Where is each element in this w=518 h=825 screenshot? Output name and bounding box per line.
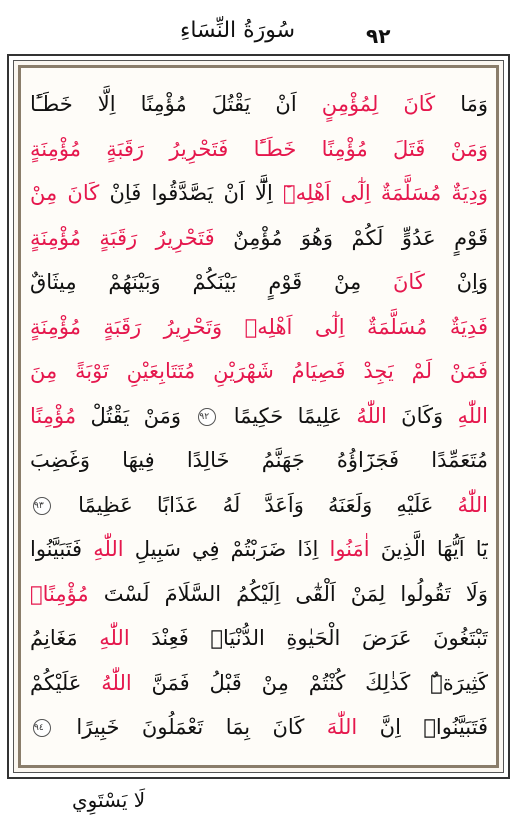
text-line — [30, 438, 488, 482]
text-line — [30, 82, 488, 126]
catchword: لَا يَسْتَوِي — [72, 788, 146, 812]
ayah-number-marker: ٩٤ — [33, 719, 51, 737]
highlighted-text: اللّٰهُ — [356, 403, 387, 428]
ayah-number-marker: ٩٣ — [33, 497, 51, 515]
verse-text: قَوْمٍ عَدُوٍّ لَكُمْ وَهُوَ مُؤْمِنٌ — [214, 225, 488, 250]
highlighted-text: اٰمَنُوا — [329, 537, 370, 561]
verse-text: تَبْتَغُونَ عَرَضَ الْحَيٰوةِ الدُّنْيَاۘ فَعِنْدَ — [129, 626, 488, 650]
highlighted-text: اللّٰهِ — [93, 537, 124, 561]
verse-text: كَثِيرَةٌۜ كَذٰلِكَ كُنْتُمْ مِنْ قَبْلُ فَمَنَّ — [131, 670, 488, 695]
verse-text: اِلَّٓا اَنْ يَصَّدَّقُوا فَاِنْ — [99, 181, 283, 205]
highlighted-text: كَانَ — [393, 270, 425, 294]
verse-text: عَلَيْكُمْ — [30, 670, 102, 695]
verse-text: عَلِيمًا حَكِيمًا — [219, 403, 357, 428]
highlighted-text: فَدِيَةٌ مُسَلَّمَةٌ اِلٰٓى اَهْلِهٖ وَتَحْرِيرُ رَقَبَةٍ مُؤْمِنَةٍ — [30, 314, 488, 339]
highlighted-text: اللّٰهُ — [457, 492, 488, 517]
text-line — [30, 305, 488, 349]
highlighted-text: فَمَنْ لَمْ يَجِدْ فَصِيَامُ شَهْرَيْنِ مُتَتَابِعَيْنِ تَوْبَةً — [57, 359, 488, 383]
highlighted-text: اللّٰهَ — [326, 715, 358, 739]
verse-text: مَغَانِمُ — [30, 626, 100, 650]
highlighted-text: مُؤْمِنًا — [30, 403, 77, 428]
verse-text: مُتَعَمِّدًا فَجَزَٓاؤُهُ جَهَنَّمُ خَالِدًا فِيهَا وَغَضِبَ — [30, 448, 488, 472]
verse-text: كَانَ بِمَا تَعْمَلُونَ خَبِيرًا — [54, 715, 327, 739]
text-line — [30, 483, 488, 527]
verse-text: وَلَا تَقُولُوا لِمَنْ اَلْقٰٓى اِلَيْكُمُ السَّلَامَ لَسْتَ — [88, 581, 488, 606]
text-line — [30, 705, 488, 749]
verse-text: عَلَيْهِ وَلَعَنَهُ وَاَعَدَّ لَهُ عَذَابًا عَظِيمًا — [54, 492, 458, 517]
highlighted-text: وَمَنْ قَتَلَ مُؤْمِنًا خَطَـًٔا فَتَحْرِيرُ رَقَبَةٍ مُؤْمِنَةٍ — [30, 136, 488, 161]
text-line — [30, 661, 488, 705]
highlighted-text: مُؤْمِنًاۚ — [30, 581, 89, 606]
verse-text: فَتَبَيَّنُوا — [30, 537, 94, 561]
text-line — [30, 216, 488, 260]
verse-text: وَكَانَ — [386, 403, 458, 428]
text-line — [30, 616, 488, 660]
highlighted-text: فَتَحْرِيرُ رَقَبَةٍ مُؤْمِنَةٍ — [30, 225, 215, 250]
verse-text: مِنْ قَوْمٍ بَيْنَكُمْ وَبَيْنَهُمْ مِيثَاقٌ — [30, 270, 393, 294]
highlighted-text: اللّٰهِ — [457, 403, 488, 428]
page-number: ٩٢ — [366, 24, 391, 48]
highlighted-text: اللّٰهِ — [99, 626, 130, 650]
verse-text: اِذَا ضَرَبْتُمْ فِي سَبِيلِ — [123, 537, 330, 561]
text-line — [30, 394, 488, 438]
text-line — [30, 127, 488, 171]
verse-text: وَمَنْ يَقْتُلْ — [76, 403, 196, 428]
ayah-number-marker: ٩٢ — [198, 408, 216, 426]
highlighted-text: وَدِيَةٌ مُسَلَّمَةٌ اِلٰٓى اَهْلِهٖٓ — [283, 181, 488, 205]
highlighted-text: مِنَ — [30, 359, 58, 383]
quran-text-block — [30, 82, 488, 752]
verse-text: وَاِنْ — [424, 270, 488, 294]
highlighted-text: كَانَ مِنْ — [30, 181, 100, 205]
highlighted-text: اللّٰهُ — [101, 670, 132, 695]
text-line — [30, 260, 488, 304]
text-line — [30, 572, 488, 616]
text-line — [30, 349, 488, 393]
text-line — [30, 527, 488, 571]
verse-text: اَنْ يَقْتُلَ مُؤْمِنًا اِلَّا خَطَـًٔا — [30, 92, 322, 116]
page-header — [0, 0, 518, 56]
surah-title: سُورَةُ النِّسَاءِ — [180, 18, 296, 43]
text-line — [30, 171, 488, 215]
highlighted-text: كَانَ لِمُؤْمِنٍ — [321, 92, 436, 116]
verse-text: فَتَبَيَّنُواۜ اِنَّ — [357, 715, 488, 739]
verse-text: يَٓا اَيُّهَا الَّذِينَ — [369, 537, 488, 561]
verse-text: وَمَا — [435, 92, 488, 116]
